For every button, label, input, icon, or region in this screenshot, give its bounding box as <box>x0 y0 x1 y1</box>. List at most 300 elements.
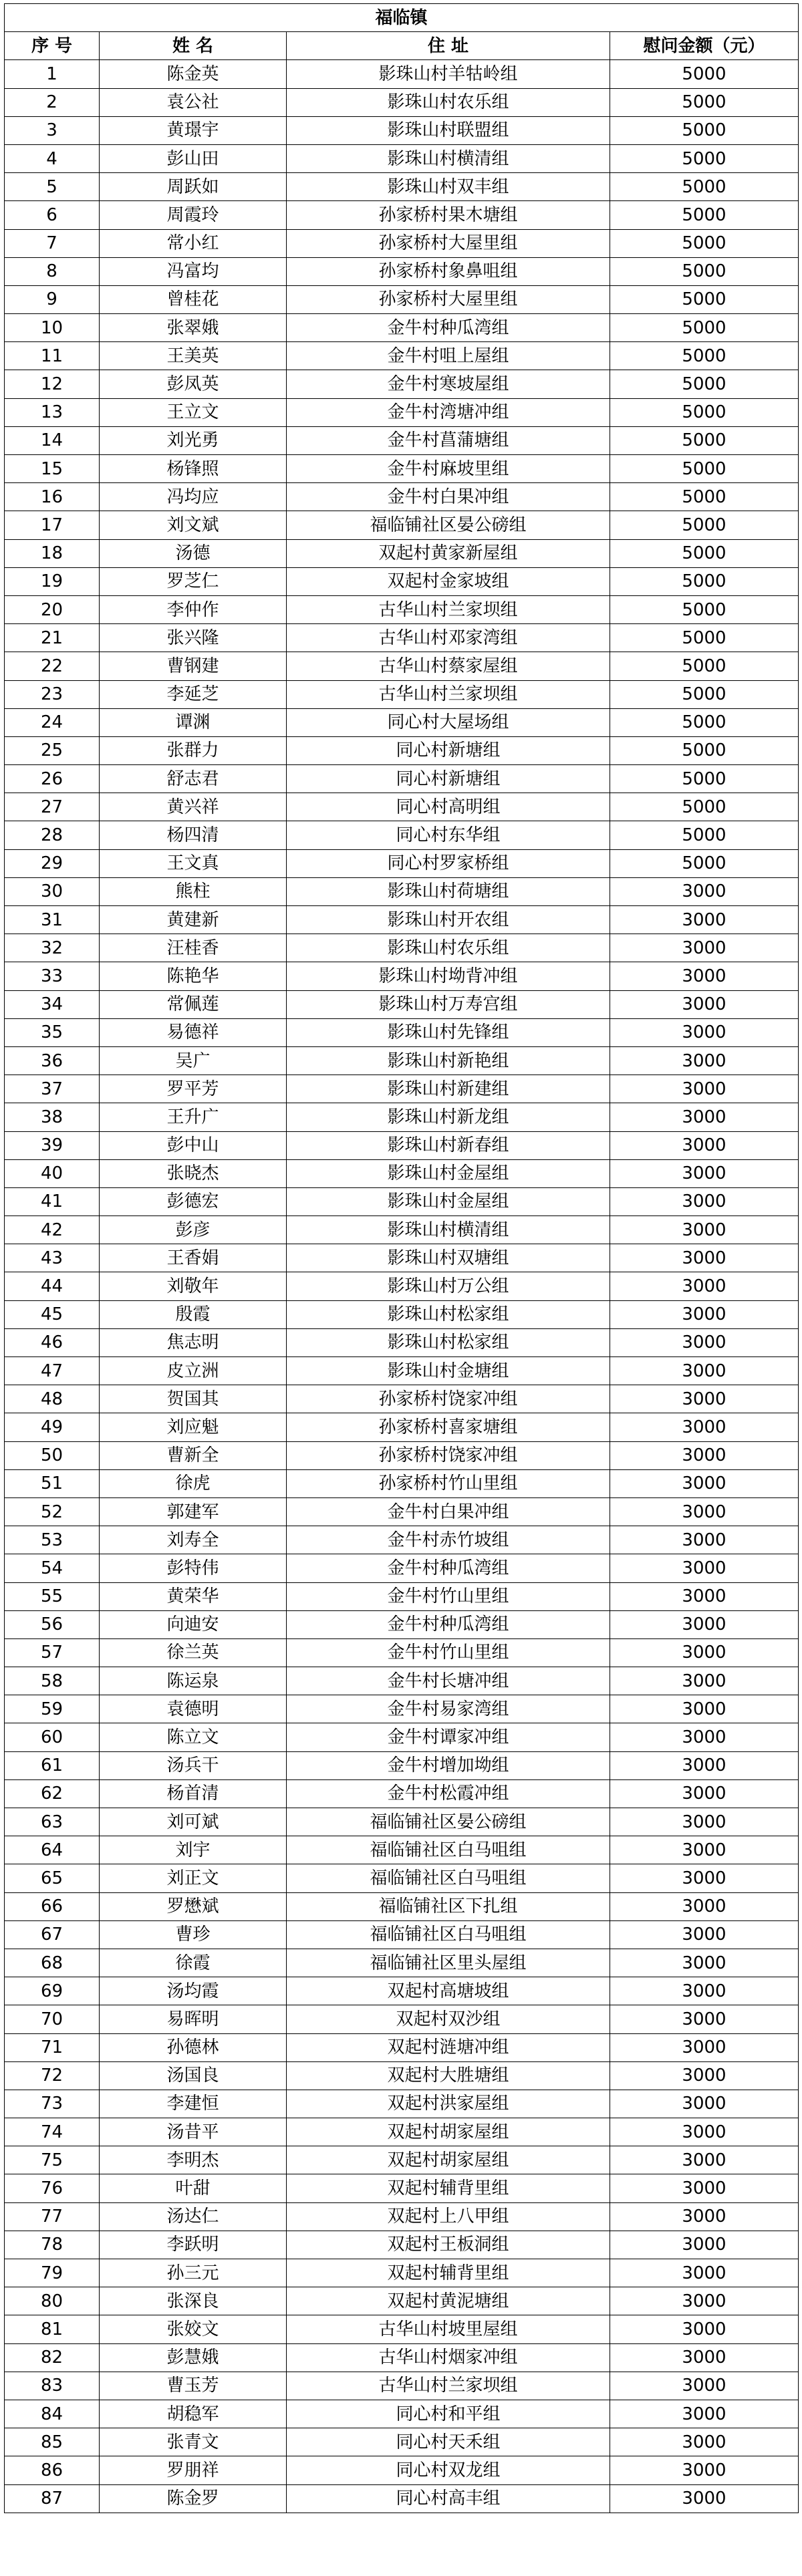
row-amount: 5000 <box>610 60 799 88</box>
row-address: 古华山村兰家坝组 <box>287 595 610 623</box>
row-amount: 3000 <box>610 1638 799 1667</box>
row-address: 影珠山村松家组 <box>287 1328 610 1356</box>
table-row <box>5 990 799 1018</box>
row-name: 孙德林 <box>100 2033 287 2061</box>
row-name: 刘敬年 <box>100 1272 287 1300</box>
table-row <box>5 736 799 764</box>
row-index: 54 <box>5 1554 100 1582</box>
row-address: 古华山村邓家湾组 <box>287 624 610 652</box>
row-name: 王美英 <box>100 342 287 370</box>
row-name: 向迪安 <box>100 1610 287 1638</box>
row-name: 徐兰英 <box>100 1638 287 1667</box>
row-address: 影珠山村新艳组 <box>287 1046 610 1075</box>
row-index: 82 <box>5 2343 100 2372</box>
row-address: 同心村天禾组 <box>287 2428 610 2456</box>
row-index: 61 <box>5 1751 100 1779</box>
row-index: 74 <box>5 2118 100 2146</box>
row-name: 周霞玲 <box>100 201 287 229</box>
table-row <box>5 173 799 201</box>
row-index: 45 <box>5 1300 100 1328</box>
row-name: 杨首清 <box>100 1779 287 1808</box>
table-row <box>5 88 799 116</box>
row-name: 袁公社 <box>100 88 287 116</box>
row-address: 金牛村谭家冲组 <box>287 1723 610 1751</box>
row-amount: 3000 <box>610 934 799 962</box>
row-name: 黄兴祥 <box>100 793 287 821</box>
row-index: 44 <box>5 1272 100 1300</box>
row-name: 贺国其 <box>100 1385 287 1413</box>
table-row <box>5 398 799 426</box>
table-row <box>5 2315 799 2343</box>
row-amount: 3000 <box>610 2174 799 2202</box>
table-row <box>5 2033 799 2061</box>
row-name: 周跃如 <box>100 173 287 201</box>
table-row <box>5 1075 799 1103</box>
row-amount: 5000 <box>610 398 799 426</box>
row-address: 影珠山村松家组 <box>287 1300 610 1328</box>
row-name: 叶甜 <box>100 2174 287 2202</box>
row-address: 福临铺社区白马咀组 <box>287 1864 610 1892</box>
table-row <box>5 1949 799 1977</box>
row-address: 孙家桥村喜家塘组 <box>287 1413 610 1441</box>
row-index: 51 <box>5 1469 100 1497</box>
row-address: 孙家桥村大屋里组 <box>287 285 610 313</box>
row-amount: 3000 <box>610 1216 799 1244</box>
row-amount: 3000 <box>610 2005 799 2033</box>
row-name: 汤国良 <box>100 2061 287 2090</box>
row-address: 孙家桥村象鼻咀组 <box>287 257 610 285</box>
row-index: 10 <box>5 314 100 342</box>
row-name: 彭慧娥 <box>100 2343 287 2372</box>
row-amount: 3000 <box>610 1300 799 1328</box>
row-name: 杨锋照 <box>100 455 287 483</box>
row-name: 李建恒 <box>100 2090 287 2118</box>
row-index: 15 <box>5 455 100 483</box>
row-name: 张兴隆 <box>100 624 287 652</box>
row-address: 古华山村兰家坝组 <box>287 2372 610 2400</box>
row-name: 舒志君 <box>100 765 287 793</box>
row-index: 65 <box>5 1864 100 1892</box>
row-amount: 3000 <box>610 1131 799 1159</box>
row-index: 53 <box>5 1526 100 1554</box>
row-address: 孙家桥村果木塘组 <box>287 201 610 229</box>
row-amount: 3000 <box>610 1018 799 1046</box>
table-row <box>5 2484 799 2513</box>
row-address: 影珠山村万公组 <box>287 1272 610 1300</box>
table-row <box>5 2428 799 2456</box>
table-row <box>5 60 799 88</box>
table-row <box>5 2005 799 2033</box>
row-amount: 3000 <box>610 2231 799 2259</box>
row-index: 43 <box>5 1244 100 1272</box>
row-amount: 3000 <box>610 2372 799 2400</box>
row-index: 55 <box>5 1582 100 1610</box>
row-address: 福临铺社区晏公磅组 <box>287 1808 610 1836</box>
row-address: 双起村上八甲组 <box>287 2202 610 2231</box>
row-index: 32 <box>5 934 100 962</box>
table-row <box>5 539 799 567</box>
row-amount: 3000 <box>610 1836 799 1864</box>
table-row <box>5 342 799 370</box>
row-index: 67 <box>5 1920 100 1949</box>
row-address: 金牛村易家湾组 <box>287 1695 610 1723</box>
table-row <box>5 1103 799 1131</box>
row-index: 16 <box>5 483 100 511</box>
row-index: 18 <box>5 539 100 567</box>
table-row <box>5 1610 799 1638</box>
row-amount: 3000 <box>610 2287 799 2315</box>
row-amount: 3000 <box>610 1046 799 1075</box>
row-name: 彭特伟 <box>100 1554 287 1582</box>
row-index: 7 <box>5 229 100 257</box>
row-name: 彭山田 <box>100 144 287 172</box>
table-row <box>5 765 799 793</box>
row-name: 孙三元 <box>100 2259 287 2287</box>
row-name: 罗芝仁 <box>100 567 287 595</box>
table-row <box>5 1864 799 1892</box>
row-name: 张群力 <box>100 736 287 764</box>
row-index: 1 <box>5 60 100 88</box>
row-address: 双起村高塘坡组 <box>287 1977 610 2005</box>
table-row <box>5 1385 799 1413</box>
row-name: 熊柱 <box>100 877 287 905</box>
row-name: 罗懋斌 <box>100 1892 287 1920</box>
row-index: 21 <box>5 624 100 652</box>
row-address: 同心村双龙组 <box>287 2456 610 2484</box>
row-address: 孙家桥村大屋里组 <box>287 229 610 257</box>
row-address: 同心村新塘组 <box>287 736 610 764</box>
table-body <box>5 60 799 2513</box>
row-address: 影珠山村金塘组 <box>287 1357 610 1385</box>
row-amount: 5000 <box>610 370 799 398</box>
row-index: 6 <box>5 201 100 229</box>
row-amount: 3000 <box>610 962 799 990</box>
row-address: 福临铺社区白马咀组 <box>287 1920 610 1949</box>
table-header-row <box>5 32 799 60</box>
row-amount: 3000 <box>610 2202 799 2231</box>
row-name: 刘寿全 <box>100 1526 287 1554</box>
row-address: 影珠山村横清组 <box>287 1216 610 1244</box>
row-name: 刘可斌 <box>100 1808 287 1836</box>
row-amount: 3000 <box>610 1441 799 1469</box>
row-address: 双起村胡家屋组 <box>287 2118 610 2146</box>
row-address: 影珠山村联盟组 <box>287 116 610 144</box>
row-name: 郭建军 <box>100 1497 287 1526</box>
row-index: 38 <box>5 1103 100 1131</box>
row-name: 皮立洲 <box>100 1357 287 1385</box>
row-amount: 3000 <box>610 1357 799 1385</box>
row-amount: 3000 <box>610 2259 799 2287</box>
row-index: 79 <box>5 2259 100 2287</box>
row-amount: 5000 <box>610 652 799 680</box>
row-name: 王升广 <box>100 1103 287 1131</box>
row-address: 金牛村竹山里组 <box>287 1582 610 1610</box>
row-index: 22 <box>5 652 100 680</box>
row-address: 双起村胡家屋组 <box>287 2146 610 2174</box>
row-address: 金牛村松霞冲组 <box>287 1779 610 1808</box>
row-index: 49 <box>5 1413 100 1441</box>
table-row <box>5 2118 799 2146</box>
row-address: 双起村辅背里组 <box>287 2259 610 2287</box>
relief-table <box>4 3 799 2513</box>
row-name: 罗朋祥 <box>100 2456 287 2484</box>
row-address: 双起村大胜塘组 <box>287 2061 610 2090</box>
row-amount: 3000 <box>610 1413 799 1441</box>
row-address: 影珠山村新春组 <box>287 1131 610 1159</box>
row-amount: 3000 <box>610 1779 799 1808</box>
row-address: 影珠山村羊牯岭组 <box>287 60 610 88</box>
row-address: 金牛村赤竹坡组 <box>287 1526 610 1554</box>
relief-list-sheet <box>4 3 798 2513</box>
row-name: 彭中山 <box>100 1131 287 1159</box>
row-amount: 5000 <box>610 483 799 511</box>
row-name: 常小红 <box>100 229 287 257</box>
table-row <box>5 680 799 708</box>
row-address: 金牛村麻坡里组 <box>287 455 610 483</box>
row-amount: 3000 <box>610 2484 799 2513</box>
row-name: 李仲作 <box>100 595 287 623</box>
row-index: 19 <box>5 567 100 595</box>
row-name: 罗平芳 <box>100 1075 287 1103</box>
table-row <box>5 1920 799 1949</box>
table-title-row <box>5 4 799 32</box>
row-amount: 5000 <box>610 314 799 342</box>
row-amount: 3000 <box>610 1864 799 1892</box>
table-row <box>5 793 799 821</box>
row-amount: 5000 <box>610 539 799 567</box>
row-name: 陈立文 <box>100 1723 287 1751</box>
table-row <box>5 1131 799 1159</box>
row-index: 81 <box>5 2315 100 2343</box>
row-name: 汤兵干 <box>100 1751 287 1779</box>
table-row <box>5 1216 799 1244</box>
row-amount: 5000 <box>610 708 799 736</box>
row-address: 金牛村湾塘冲组 <box>287 398 610 426</box>
row-amount: 5000 <box>610 116 799 144</box>
row-address: 金牛村长塘冲组 <box>287 1667 610 1695</box>
row-index: 80 <box>5 2287 100 2315</box>
row-index: 76 <box>5 2174 100 2202</box>
table-row <box>5 2061 799 2090</box>
row-amount: 3000 <box>610 2456 799 2484</box>
row-index: 73 <box>5 2090 100 2118</box>
row-amount: 3000 <box>610 2061 799 2090</box>
row-address: 影珠山村横清组 <box>287 144 610 172</box>
row-amount: 3000 <box>610 1526 799 1554</box>
row-amount: 5000 <box>610 426 799 454</box>
row-address: 孙家桥村饶家冲组 <box>287 1385 610 1413</box>
table-row <box>5 370 799 398</box>
table-row <box>5 1892 799 1920</box>
row-name: 陈金英 <box>100 60 287 88</box>
table-row <box>5 1497 799 1526</box>
row-name: 易德祥 <box>100 1018 287 1046</box>
row-index: 59 <box>5 1695 100 1723</box>
row-amount: 3000 <box>610 2428 799 2456</box>
row-index: 29 <box>5 849 100 877</box>
row-address: 影珠山村农乐组 <box>287 88 610 116</box>
row-address: 同心村大屋场组 <box>287 708 610 736</box>
row-index: 56 <box>5 1610 100 1638</box>
table-row <box>5 1469 799 1497</box>
row-name: 袁德明 <box>100 1695 287 1723</box>
table-row <box>5 1751 799 1779</box>
row-name: 黄璟宇 <box>100 116 287 144</box>
row-name: 汤德 <box>100 539 287 567</box>
table-row <box>5 257 799 285</box>
table-row <box>5 2287 799 2315</box>
row-index: 85 <box>5 2428 100 2456</box>
row-amount: 3000 <box>610 1920 799 1949</box>
table-row <box>5 2372 799 2400</box>
row-name: 刘宇 <box>100 1836 287 1864</box>
row-name: 刘文斌 <box>100 511 287 539</box>
table-row <box>5 1638 799 1667</box>
table-row <box>5 116 799 144</box>
row-amount: 3000 <box>610 2400 799 2428</box>
row-address: 金牛村白果冲组 <box>287 483 610 511</box>
row-index: 4 <box>5 144 100 172</box>
table-row <box>5 2090 799 2118</box>
row-address: 影珠山村新建组 <box>287 1075 610 1103</box>
row-amount: 3000 <box>610 1977 799 2005</box>
table-row <box>5 1441 799 1469</box>
row-address: 孙家桥村饶家冲组 <box>287 1441 610 1469</box>
row-name: 徐虎 <box>100 1469 287 1497</box>
row-index: 5 <box>5 173 100 201</box>
table-row <box>5 1582 799 1610</box>
row-address: 古华山村兰家坝组 <box>287 680 610 708</box>
table-row <box>5 229 799 257</box>
row-index: 72 <box>5 2061 100 2090</box>
row-amount: 3000 <box>610 1328 799 1356</box>
row-index: 40 <box>5 1159 100 1187</box>
row-name: 刘正文 <box>100 1864 287 1892</box>
row-address: 同心村东华组 <box>287 821 610 849</box>
table-row <box>5 849 799 877</box>
row-address: 双起村金家坡组 <box>287 567 610 595</box>
header-amount: 慰问金额（元） <box>610 32 799 60</box>
row-amount: 5000 <box>610 455 799 483</box>
row-amount: 3000 <box>610 1892 799 1920</box>
row-address: 同心村高明组 <box>287 793 610 821</box>
row-index: 28 <box>5 821 100 849</box>
table-row <box>5 962 799 990</box>
row-amount: 5000 <box>610 793 799 821</box>
row-index: 86 <box>5 2456 100 2484</box>
row-index: 33 <box>5 962 100 990</box>
row-address: 双起村双沙组 <box>287 2005 610 2033</box>
row-amount: 3000 <box>610 877 799 905</box>
row-index: 25 <box>5 736 100 764</box>
row-amount: 3000 <box>610 1385 799 1413</box>
row-amount: 3000 <box>610 1469 799 1497</box>
row-index: 31 <box>5 906 100 934</box>
row-amount: 5000 <box>610 595 799 623</box>
row-index: 41 <box>5 1187 100 1215</box>
row-amount: 3000 <box>610 1582 799 1610</box>
row-amount: 3000 <box>610 990 799 1018</box>
row-address: 金牛村种瓜湾组 <box>287 1554 610 1582</box>
row-amount: 3000 <box>610 1244 799 1272</box>
row-amount: 5000 <box>610 88 799 116</box>
row-address: 金牛村寒坡屋组 <box>287 370 610 398</box>
row-index: 66 <box>5 1892 100 1920</box>
row-name: 曹钢建 <box>100 652 287 680</box>
row-name: 张青文 <box>100 2428 287 2456</box>
row-index: 75 <box>5 2146 100 2174</box>
row-amount: 5000 <box>610 201 799 229</box>
table-row <box>5 455 799 483</box>
row-address: 影珠山村双塘组 <box>287 1244 610 1272</box>
row-name: 彭德宏 <box>100 1187 287 1215</box>
row-index: 17 <box>5 511 100 539</box>
row-index: 8 <box>5 257 100 285</box>
table-row <box>5 1328 799 1356</box>
row-index: 23 <box>5 680 100 708</box>
row-address: 影珠山村开农组 <box>287 906 610 934</box>
table-row <box>5 934 799 962</box>
row-amount: 3000 <box>610 1610 799 1638</box>
table-row <box>5 567 799 595</box>
row-address: 同心村罗家桥组 <box>287 849 610 877</box>
table-row <box>5 144 799 172</box>
row-name: 彭凤英 <box>100 370 287 398</box>
row-name: 王文真 <box>100 849 287 877</box>
header-index: 序 号 <box>5 32 100 60</box>
row-index: 3 <box>5 116 100 144</box>
table-row <box>5 1667 799 1695</box>
row-address: 影珠山村坳背冲组 <box>287 962 610 990</box>
row-index: 57 <box>5 1638 100 1667</box>
table-row <box>5 2400 799 2428</box>
row-address: 双起村黄泥塘组 <box>287 2287 610 2315</box>
table-row <box>5 2174 799 2202</box>
row-index: 77 <box>5 2202 100 2231</box>
row-index: 39 <box>5 1131 100 1159</box>
row-name: 汤昔平 <box>100 2118 287 2146</box>
row-address: 影珠山村万寿宫组 <box>287 990 610 1018</box>
row-index: 58 <box>5 1667 100 1695</box>
row-index: 14 <box>5 426 100 454</box>
table-row <box>5 1526 799 1554</box>
row-name: 谭渊 <box>100 708 287 736</box>
row-name: 王香娟 <box>100 1244 287 1272</box>
row-index: 47 <box>5 1357 100 1385</box>
row-address: 双起村王板洞组 <box>287 2231 610 2259</box>
row-amount: 3000 <box>610 1103 799 1131</box>
row-index: 35 <box>5 1018 100 1046</box>
row-amount: 3000 <box>610 2343 799 2372</box>
table-row <box>5 624 799 652</box>
table-row <box>5 1272 799 1300</box>
row-address: 福临铺社区里头屋组 <box>287 1949 610 1977</box>
row-amount: 3000 <box>610 2090 799 2118</box>
row-name: 彭彦 <box>100 1216 287 1244</box>
table-row <box>5 1159 799 1187</box>
table-row <box>5 1836 799 1864</box>
row-address: 双起村黄家新屋组 <box>287 539 610 567</box>
row-index: 63 <box>5 1808 100 1836</box>
table-row <box>5 595 799 623</box>
row-index: 2 <box>5 88 100 116</box>
row-address: 福临铺社区下扎组 <box>287 1892 610 1920</box>
row-index: 83 <box>5 2372 100 2400</box>
row-index: 70 <box>5 2005 100 2033</box>
row-index: 30 <box>5 877 100 905</box>
row-amount: 5000 <box>610 624 799 652</box>
row-index: 12 <box>5 370 100 398</box>
